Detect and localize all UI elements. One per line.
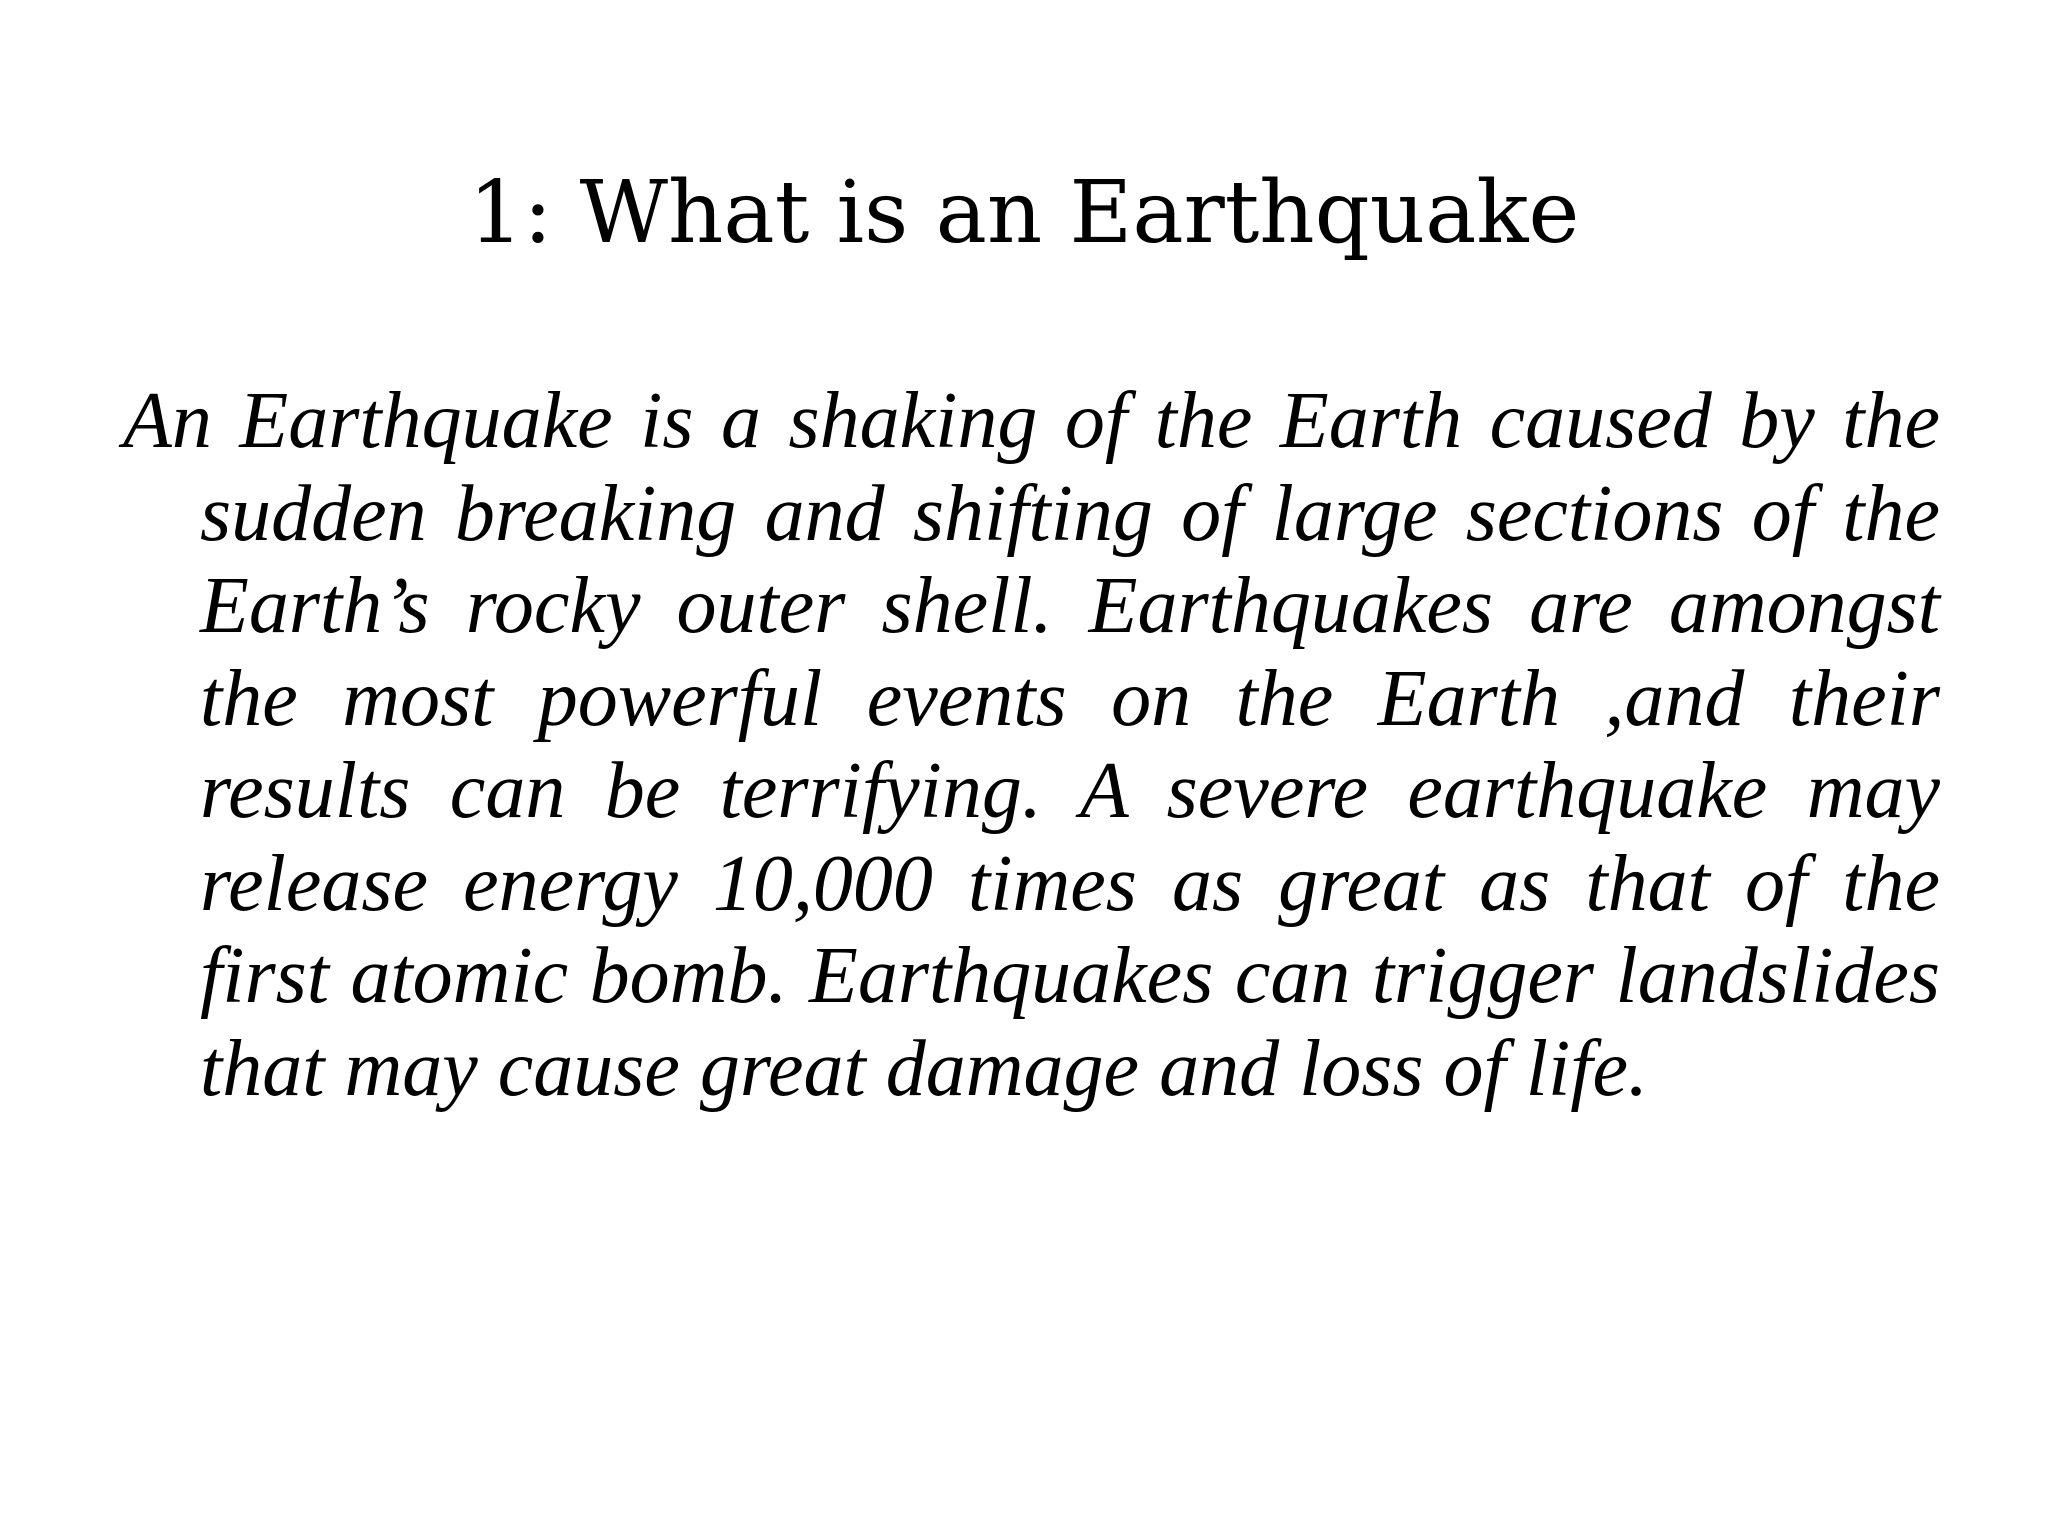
slide-title: 1: What is an Earthquake (468, 163, 1580, 263)
slide-body-text: An Earthquake is a shaking of the Earth caused by the sudden breaking and shifting of large sections of the Earth’s rocky outer shell. Earthquakes are amongst the most powerful events on the Earth ,and their results can be terrifying. A severe earthquake may release energy 10,000 times as great as that of the first atomic bomb. Earthquakes can trigger landslides that may cause great damage and loss of life. (123, 377, 1940, 1113)
